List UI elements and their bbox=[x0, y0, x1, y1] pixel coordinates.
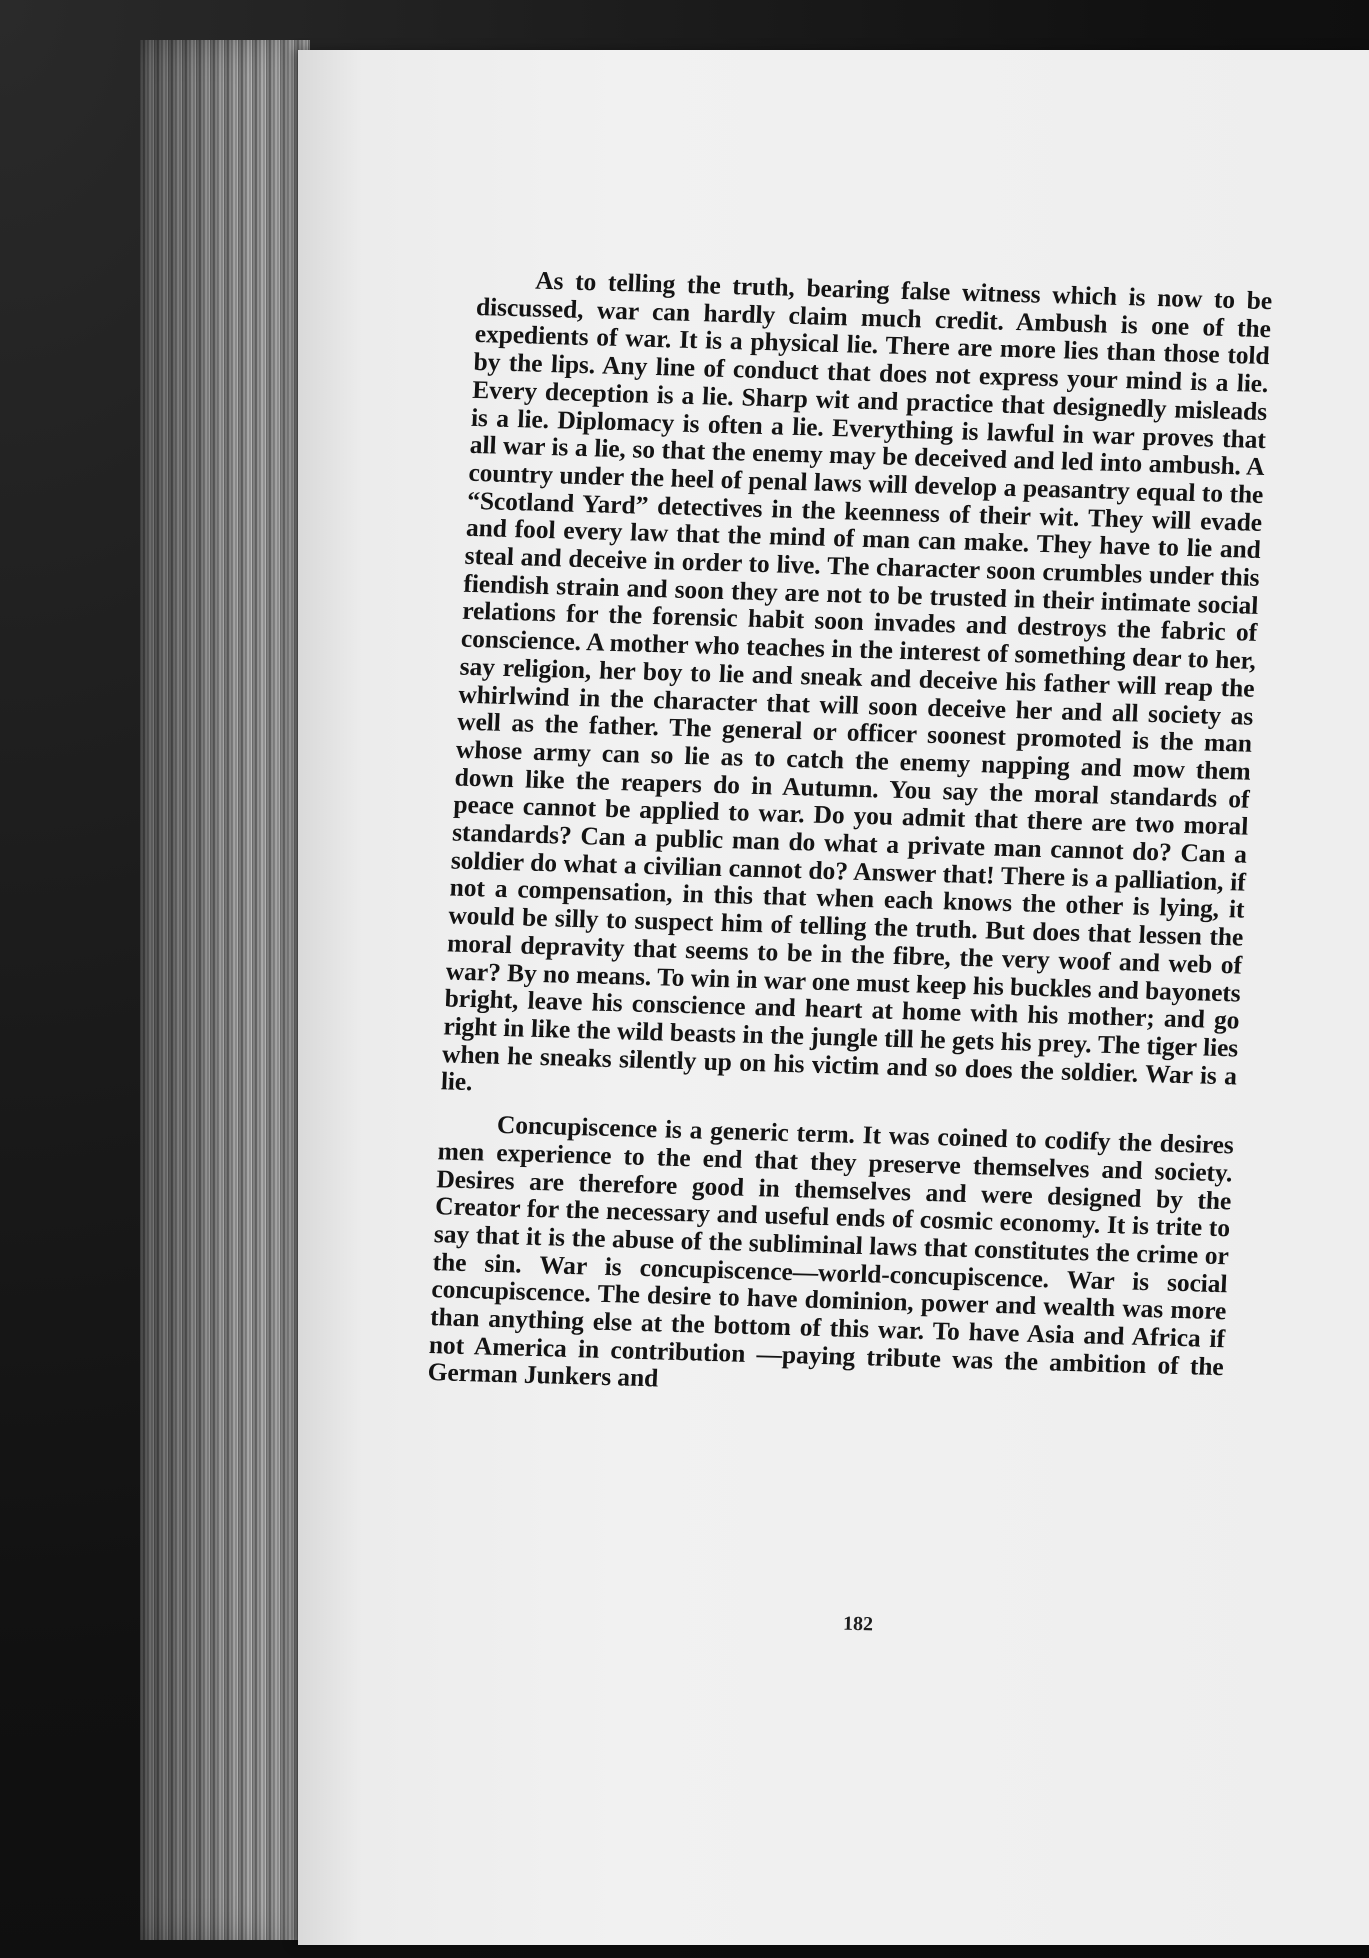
page-number: 182 bbox=[842, 1612, 874, 1636]
paragraph-truth: As to telling the truth, bearing false witness which is now to be discussed, war can hardly claim much credit. Ambush is one of the expedients of war. It is a physical lie. There are more lies than those told by the lips. Any line of conduct that does not express your mind is a lie. Every deception is a lie. Sharp wit and practice that designedly misleads is a lie. Diplomacy is often a lie. Everything is lawful in war proves that all war is a lie, so that the enemy may be deceived and led into ambush. A country under the heel of penal laws will develop a peasantry equal to the “Scotland Yard” detectives in the keenness of their wit. They will evade and fool every law that the mind of man can make. They have to lie and steal and deceive in order to live. The character soon crumbles under this fiendish strain and soon they are not to be trusted in their intimate social relations for the forensic habit soon invades and destroys the fabric of conscience. A mother who teaches in the interest of something dear to her, say religion, her boy to lie and sneak and deceive his father will reap the whirlwind in the character that will soon deceive her and all society as well as the father. The general or officer soonest promoted is the man whose army can so lie as to catch the enemy napping and mow them down like the reapers do in Autumn. You say the moral standards of peace cannot be applied to war. Do you admit that there are two moral standards? Can a public man do what a private man cannot do? Can a soldier do what a civilian cannot do? Answer that! There is a palliation, if not a compensation, in this that when each knows the other is lying, it would be silly to suspect him of telling the truth. But does that lessen the moral depravity that seems to be in the fibre, the very woof and web of war? By no means. To win in war one must keep his buckles and bayonets bright, leave his conscience and heart at home with his mother; and go right in like the wild beasts in the jungle till he gets his prey. The tiger lies when he sneaks silently up on his victim and so does the soldier. War is a lie. bbox=[440, 265, 1273, 1097]
paragraph-concupiscence: Concupiscence is a generic term. It was coined to codify the desires men experience to the end that they preserve themselves and society. Desires are therefore good in themselves and were designed by the Creator for the necessary and useful ends of cosmic economy. It is trite to say that it is the abuse of the subliminal laws that constitutes the crime or the sin. War is concupiscence—world-concupiscence. War is social concupiscence. The desire to have dominion, power and wealth was more than anything else at the bottom of this war. To have Asia and Africa if not America in contribution —paying tribute was the ambition of the German Junkers and bbox=[427, 1109, 1235, 1393]
book-page bbox=[298, 50, 1369, 1945]
body-text bbox=[427, 265, 1273, 1408]
book-page-edges bbox=[140, 40, 310, 1940]
